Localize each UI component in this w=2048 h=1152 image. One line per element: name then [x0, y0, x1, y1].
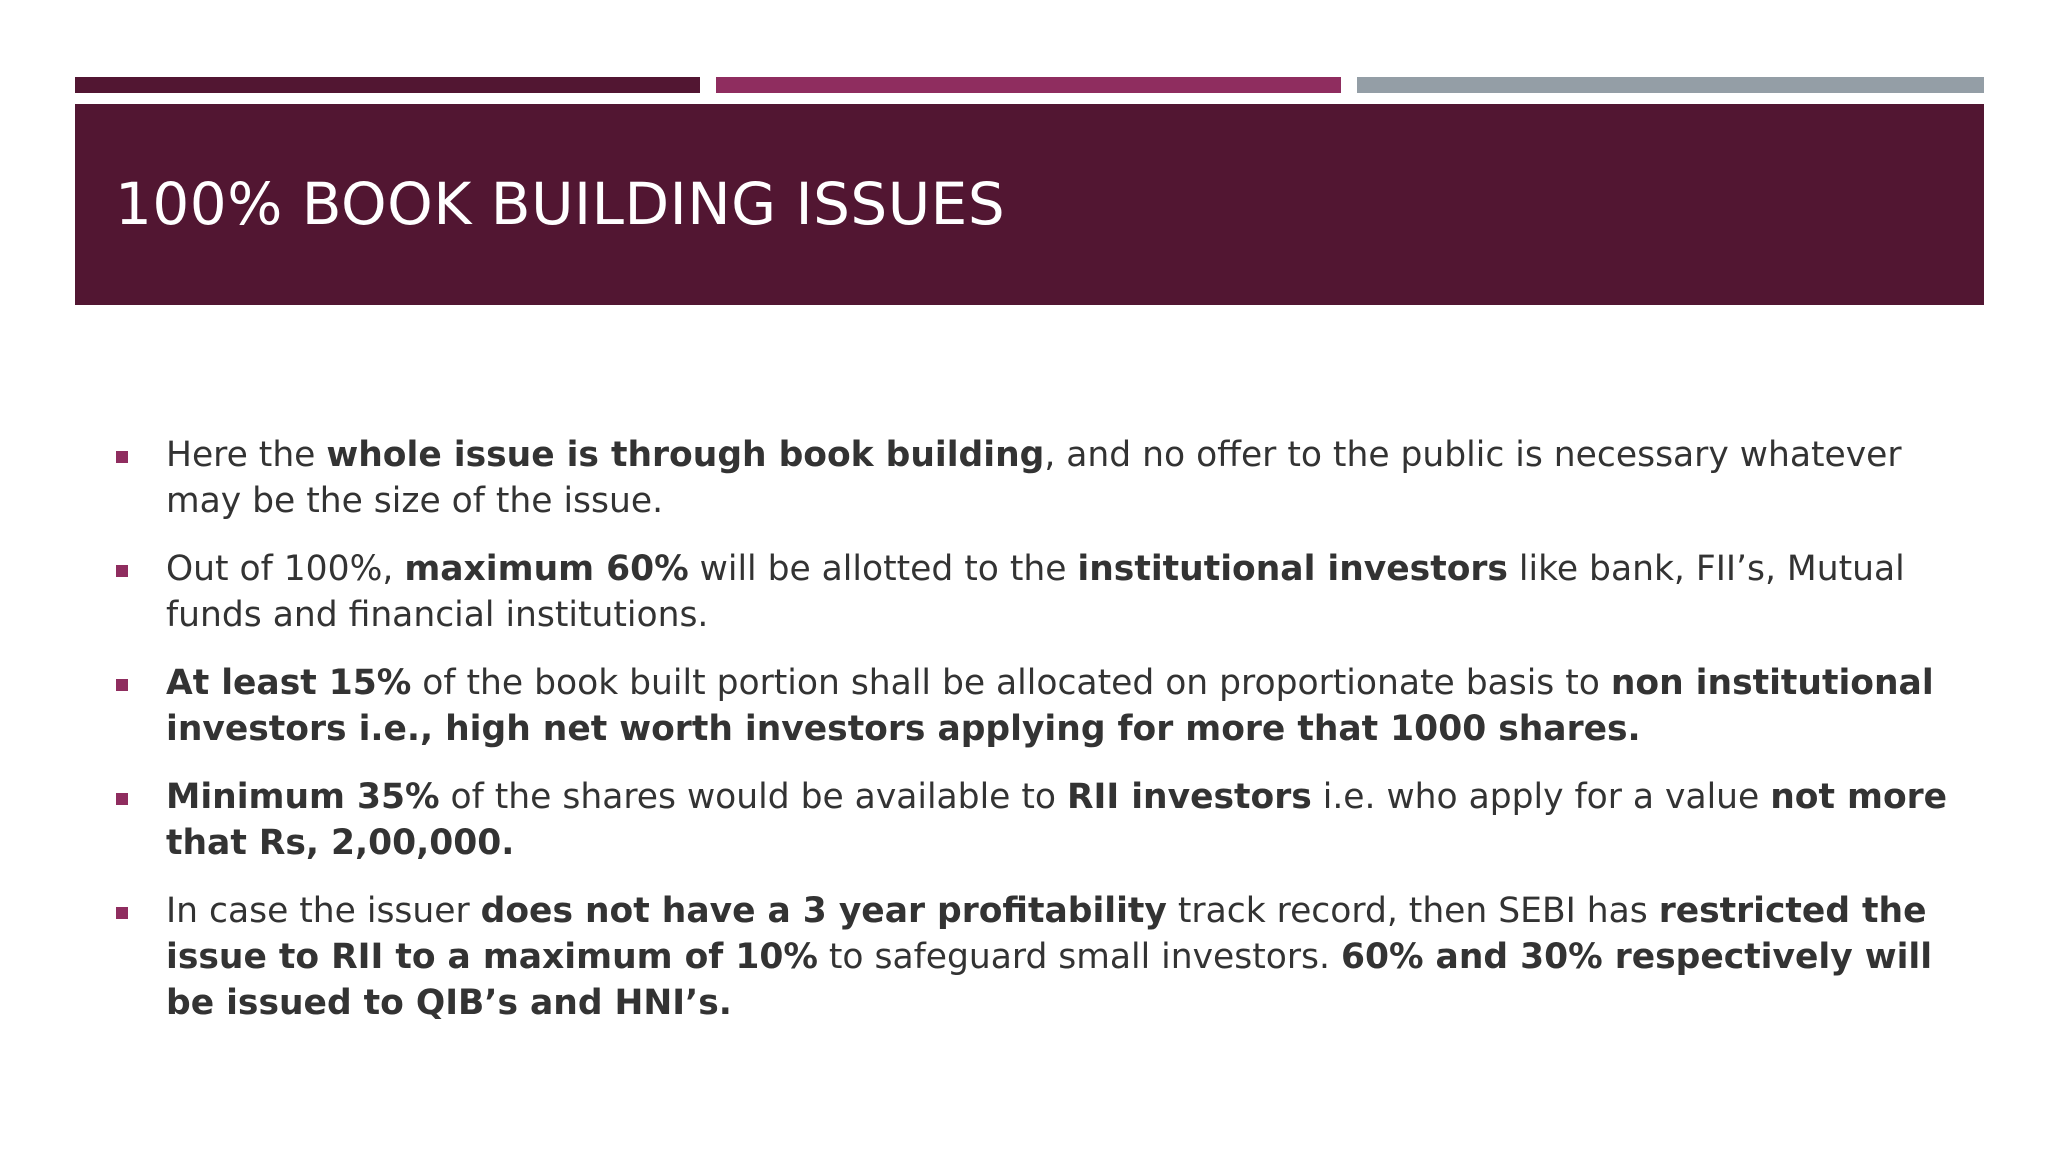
bullet-text	[166, 546, 1966, 638]
accent-bar-dark	[75, 77, 700, 93]
bold-text-segment: not more that Rs, 2,00,000.	[166, 777, 1948, 863]
bullet-item	[116, 546, 1966, 638]
bold-text-segment: whole issue is through book building	[326, 435, 1045, 475]
bullet-item	[116, 888, 1966, 1026]
square-bullet-icon	[116, 679, 128, 691]
bold-text-segment: restricted the issue to RII to a maximum of 10%	[166, 891, 1927, 977]
square-bullet-icon	[116, 793, 128, 805]
square-bullet-icon	[116, 565, 128, 577]
bullet-item	[116, 432, 1966, 524]
title-band	[75, 104, 1984, 305]
bullet-text	[166, 432, 1966, 524]
bullet-text	[166, 888, 1966, 1026]
text-segment: , and no offer to the public is necessary whatever may be the size of the issue.	[166, 435, 1902, 521]
bullet-item	[116, 774, 1966, 866]
text-segment: like bank, FII’s, Mutual funds and financial institutions.	[166, 549, 1905, 635]
bold-text-segment: Minimum 35%	[166, 777, 440, 817]
bullet-list	[116, 432, 1966, 1048]
bullet-item	[116, 660, 1966, 752]
bold-text-segment: does not have a 3 year profitability	[480, 891, 1167, 931]
bold-text-segment: At least 15%	[166, 663, 412, 703]
text-segment: to safeguard small investors.	[817, 937, 1341, 977]
bullet-text	[166, 660, 1966, 752]
text-segment: Out of 100%,	[166, 549, 405, 589]
accent-bar-gray	[1357, 77, 1984, 93]
slide-title: 100% BOOK BUILDING ISSUES	[115, 170, 1006, 238]
bold-text-segment: maximum 60%	[404, 549, 689, 589]
bold-text-segment: 60% and 30% respectively will be issued to QIB’s and HNI’s.	[166, 937, 1933, 1023]
text-segment: of the shares would be available to	[439, 777, 1067, 817]
bold-text-segment: non institutional investors i.e., high net worth investors applying for more that 1000 shares.	[166, 663, 1934, 749]
text-segment: will be allotted to the	[688, 549, 1078, 589]
bold-text-segment: RII investors	[1066, 777, 1312, 817]
text-segment: i.e. who apply for a value	[1311, 777, 1771, 817]
text-segment: Here the	[166, 435, 327, 475]
text-segment: track record, then SEBI has	[1166, 891, 1659, 931]
accent-bar-magenta	[716, 77, 1341, 93]
square-bullet-icon	[116, 907, 128, 919]
text-segment: In case the issuer	[166, 891, 481, 931]
text-segment: of the book built portion shall be allocated on proportionate basis to	[411, 663, 1611, 703]
bold-text-segment: institutional investors	[1077, 549, 1508, 589]
square-bullet-icon	[116, 451, 128, 463]
bullet-text	[166, 774, 1966, 866]
